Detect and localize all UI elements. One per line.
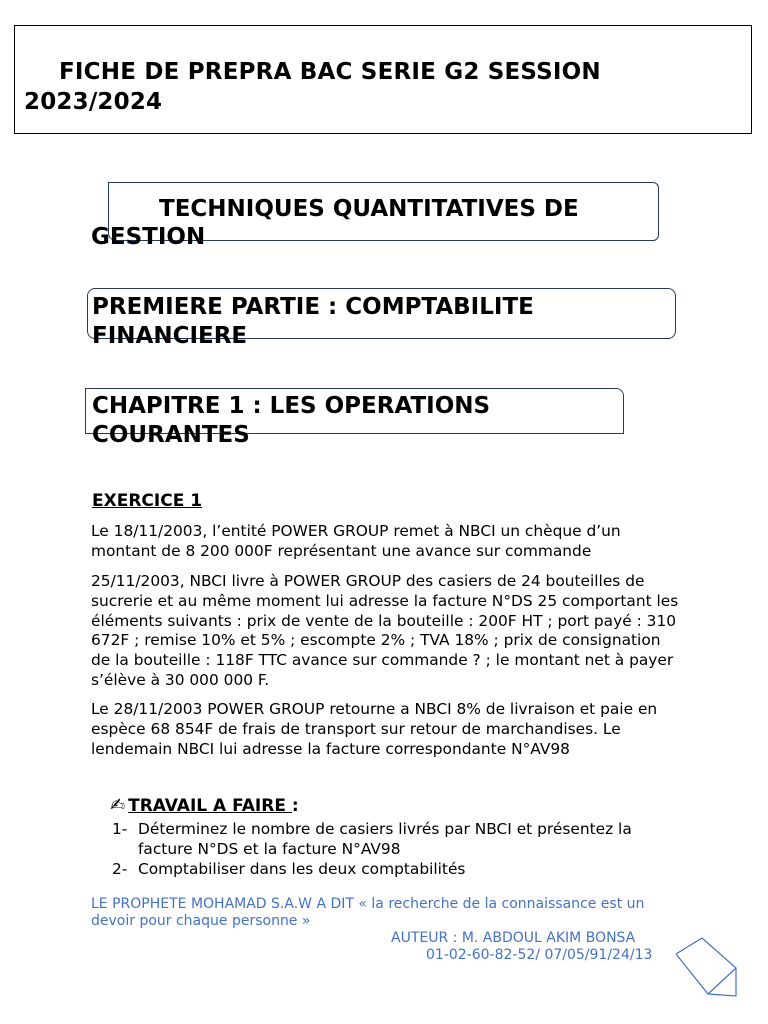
footer-quote: LE PROPHETE MOHAMAD S.A.W A DIT « la recherche de la connaissance est un devoir pour chaque personne »: [91, 896, 645, 929]
part-heading: PREMIERE PARTIE : COMPTABILITE FINANCIERE: [92, 294, 534, 349]
chapter-heading: CHAPITRE 1 : LES OPERATIONS COURANTES: [92, 393, 491, 448]
page-title: FICHE DE PREPRA BAC SERIE G2 SESSION 2023/2024: [24, 59, 601, 115]
exercise-paragraph: 25/11/2003, NBCI livre à POWER GROUP des casiers de 24 bouteilles de sucrerie et au même moment lui adresse la facture N°DS 25 comportant les éléments suivants : prix de vente de la bouteille : 200F HT ; port payé : 310 672F ; remise 10% et 5% ; escompte 2% ; TVA 18% ; prix de consignation de la bouteille : 118F TTC avance sur commande ? ; le montant net à payer s’élève à 30 000 000 F.: [91, 572, 679, 689]
task-number: 2-: [112, 859, 128, 878]
work-heading: [110, 795, 299, 816]
exercise-paragraph: Le 28/11/2003 POWER GROUP retourne a NBCI 8% de livraison et paie en espèce 68 854F de frais de transport sur retour de marchandises. Le lendemain NBCI lui adresse la facture correspondante N°AV98: [91, 700, 658, 758]
author-line: AUTEUR : M. ABDOUL AKIM BONSA: [391, 930, 636, 946]
task-text: Déterminez le nombre de casiers livrés par NBCI et présentez la facture N°DS et la facture N°AV98: [138, 820, 632, 858]
pencil-decoration-icon: [672, 934, 742, 1000]
exercise-title: EXERCICE 1: [92, 491, 203, 511]
list-item: [112, 820, 682, 860]
task-text: Comptabiliser dans les deux comptabilités: [138, 859, 466, 878]
work-label: TRAVAIL A FAIRE: [128, 796, 292, 816]
phone-line: 01-02-60-82-52/ 07/05/91/24/13: [426, 947, 653, 963]
exercise-paragraph: Le 18/11/2003, l’entité POWER GROUP remet à NBCI un chèque d’un montant de 8 200 000F représentant une avance sur commande: [91, 522, 621, 560]
writing-hand-icon: ✍: [110, 795, 126, 816]
task-number: 1-: [112, 820, 128, 838]
subject-heading: TECHNIQUES QUANTITATIVES DE GESTION: [91, 196, 579, 250]
task-list: [112, 820, 682, 879]
list-item: [112, 860, 682, 880]
work-colon: :: [291, 796, 299, 816]
